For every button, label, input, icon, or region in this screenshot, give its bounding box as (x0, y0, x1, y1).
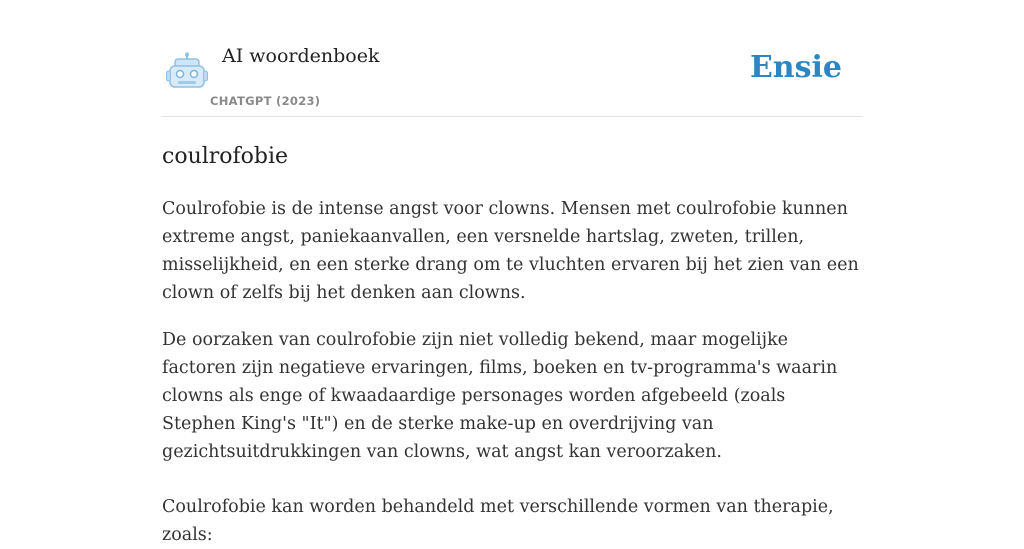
content-container (162, 0, 862, 549)
entry-term: coulrofobie (162, 144, 289, 169)
dictionary-title: AI woordenboek (222, 45, 380, 67)
header (162, 0, 862, 117)
definition-paragraph-2: De oorzaken van coulrofobie zijn niet volledig bekend, maar mogelijke factoren zijn negatieve ervaringen, films, boeken en tv-programma's waarin clowns als enge of kwaadaardige personages worden afgebeeld (zoals Stephen King's "It") en de sterke make-up en overdrijving van gezichtsuitdrukkingen van clowns, wat angst kan veroorzaken. (162, 330, 838, 462)
definition-paragraph-1: Coulrofobie is de intense angst voor clowns. Mensen met coulrofobie kunnen extreme angst, paniekaanvallen, een versnelde hartslag, zweten, trillen, misselijkheid, en een sterke drang om te vluchten ervaren bij het zien van een clown of zelfs bij het denken aan clowns. (162, 199, 859, 303)
robot-icon (166, 52, 208, 90)
definition-paragraph-3: Coulrofobie kan worden behandeld met verschillende vormen van therapie, zoals: (162, 497, 834, 545)
ensie-logo[interactable]: Ensie (749, 50, 842, 85)
dictionary-source: CHATGPT (2023) (210, 94, 321, 108)
